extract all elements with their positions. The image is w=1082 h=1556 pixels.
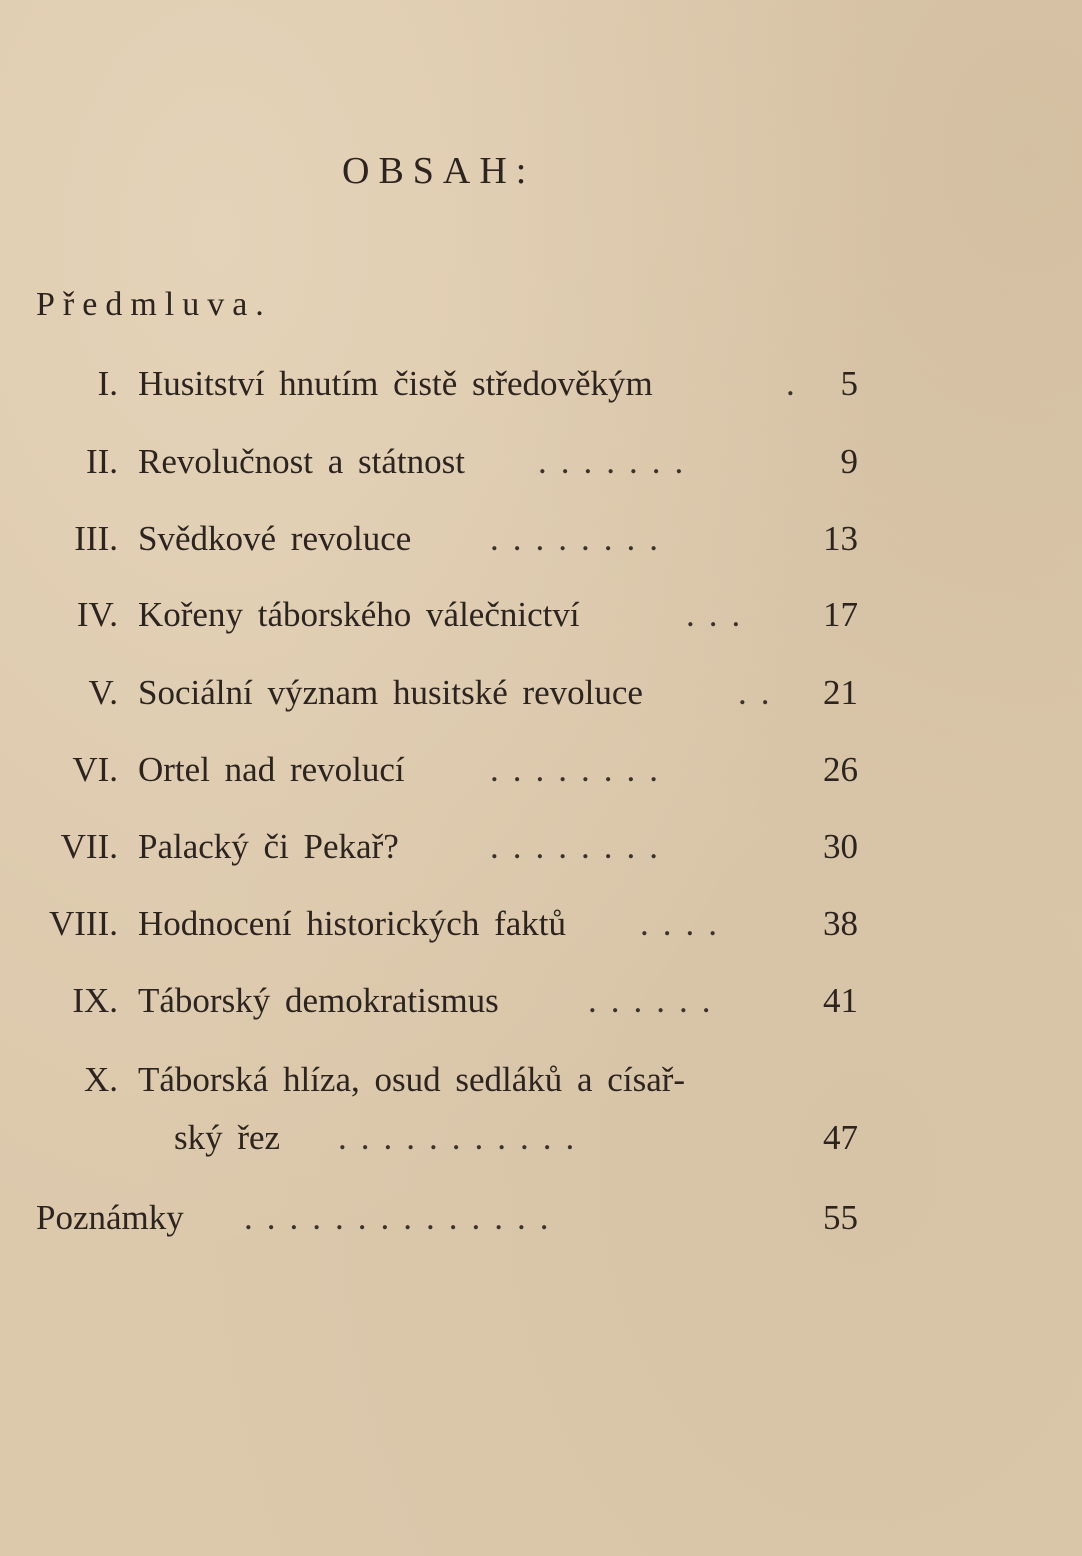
toc-entry-number: II.: [85, 442, 118, 481]
toc-leader-dots: ........: [490, 750, 672, 789]
toc-entry-title: Revolučnost a státnost: [138, 442, 465, 481]
toc-entry-title: Táborský demokratismus: [138, 981, 499, 1020]
toc-entry: [0, 517, 870, 561]
toc-entry: [0, 825, 870, 869]
toc-entry-number: IX.: [72, 981, 118, 1020]
toc-entry-number: IV.: [76, 595, 118, 634]
toc-entry-number: VIII.: [49, 904, 118, 943]
toc-entry: [0, 671, 870, 715]
toc-entry-page: 21: [823, 673, 858, 712]
notes-title: Poznámky: [36, 1198, 184, 1237]
toc-entry-number: X.: [83, 1060, 118, 1099]
toc-entry-title: Ortel nad revolucí: [138, 750, 405, 789]
notes-entry: [0, 1196, 870, 1240]
toc-entry: [0, 362, 870, 406]
page-heading: OBSAH:: [342, 150, 536, 192]
toc-entry-title: Hodnocení historických faktů: [138, 904, 567, 943]
toc-entry-page: 47: [823, 1118, 858, 1157]
toc-leader-dots: ....: [640, 904, 731, 943]
toc-leader-dots: ........: [490, 519, 672, 558]
toc-entry-title-continued: ský řez: [174, 1118, 281, 1157]
toc-leader-dots: .......: [538, 442, 698, 481]
toc-leader-dots: ......: [588, 981, 725, 1020]
toc-entry-page: 5: [840, 364, 858, 403]
toc-entry-title: Palacký či Pekař?: [138, 827, 399, 866]
toc-entry: [0, 593, 870, 637]
toc-leader-dots: ..: [738, 673, 784, 712]
toc-leader-dots: ..............: [244, 1198, 563, 1237]
toc-entry-title: Svědkové revoluce: [138, 519, 412, 558]
toc-entry-number: I.: [97, 364, 118, 403]
toc-leader-dots: ...........: [338, 1118, 589, 1157]
toc-entry-page: 30: [823, 827, 858, 866]
toc-entry: [0, 440, 870, 484]
toc-entry-number: VI.: [72, 750, 118, 789]
toc-entry-number: VII.: [60, 827, 118, 866]
toc-entry-page: 9: [840, 442, 858, 481]
toc-entry-title: Sociální význam husitské revoluce: [138, 673, 643, 712]
toc-entry-title: Táborská hlíza, osud sedláků a císař-: [138, 1060, 686, 1099]
toc-entry-page: 55: [823, 1198, 858, 1237]
preface-entry: Předmluva.: [36, 286, 272, 323]
toc-leader-dots: .: [786, 364, 809, 403]
toc-entry-page: 41: [823, 981, 858, 1020]
toc-entry-page: 17: [823, 595, 858, 634]
toc-entry-title: Kořeny táborského válečnictví: [138, 595, 580, 634]
toc-entry: [0, 902, 870, 946]
toc-leader-dots: ........: [490, 827, 672, 866]
toc-entry-number: V.: [88, 673, 118, 712]
toc-leader-dots: ...: [686, 595, 755, 634]
toc-entry-title: Husitství hnutím čistě středověkým: [138, 364, 653, 403]
toc-entry-page: 26: [823, 750, 858, 789]
toc-entry-page: 13: [823, 519, 858, 558]
toc-entry: [0, 979, 870, 1023]
toc-entry-page: 38: [823, 904, 858, 943]
toc-entry: [0, 1058, 870, 1102]
toc-entry-continuation: [0, 1116, 870, 1160]
toc-entry-number: III.: [74, 519, 118, 558]
toc-entry: [0, 748, 870, 792]
